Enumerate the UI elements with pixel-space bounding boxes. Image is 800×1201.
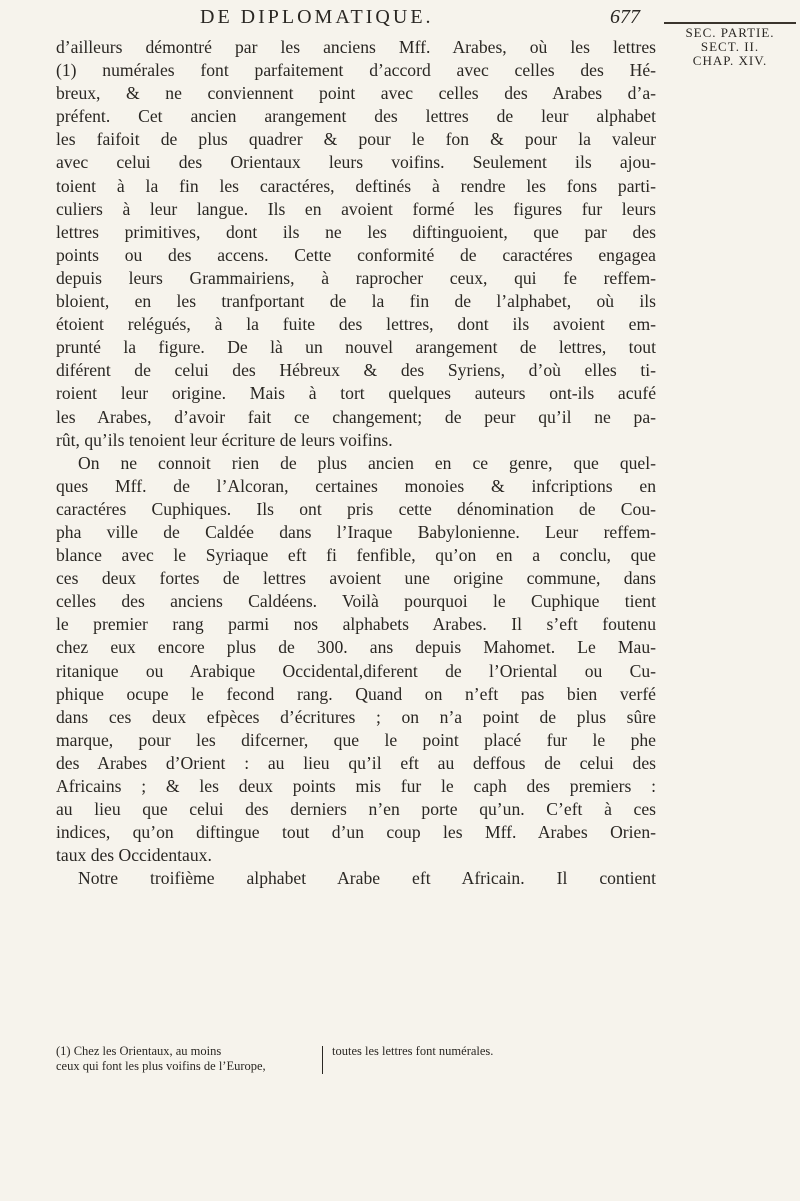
text-line: celles des anciens Caldéens. Voilà pourquoi le Cuphique tient (56, 591, 656, 612)
text-line: ques Mff. de l’Alcoran, certaines monoies & infcriptions en (56, 475, 656, 496)
text-line: préfent. Cet ancien arangement des lettres de leur alphabet (56, 106, 656, 127)
body-text (56, 36, 656, 890)
text-line: prunté la figure. De là un nouvel arangement de lettres, tout (56, 337, 656, 358)
margin-note (664, 18, 796, 68)
text-line: étoient relégués, à la fuite des lettres, dont ils avoient em- (56, 314, 656, 335)
footnote-line: ceux qui font les plus voifins de l’Europe, (56, 1059, 266, 1073)
text-line: pha ville de Caldée dans l’Iraque Babylonienne. Leur reffem- (56, 521, 656, 542)
text-line: dans ces deux efpèces d’écritures ; on n’a point de plus sûre (56, 706, 656, 727)
text-line: indices, qu’on diftingue tout d’un coup les Mff. Arabes Orien- (56, 822, 656, 843)
text-line: On ne connoit rien de plus ancien en ce genre, que quel- (78, 452, 656, 473)
text-line: avec celui des Orientaux leurs voifins. Seulement ils ajou- (56, 152, 656, 173)
text-line: des Arabes d’Orient : au lieu qu’il eft au deffous de celui des (56, 752, 656, 773)
footnote-left-column (56, 1044, 318, 1074)
text-line: blance avec le Syriaque eft fi fenfible, qu’on en a conclu, que (56, 545, 656, 566)
text-line: breux, & ne conviennent point avec celles des Arabes d’a- (56, 83, 656, 104)
text-line: les faifoit de plus quadrer & pour le fon & pour la valeur (56, 129, 656, 150)
text-line: toient à la fin les caractéres, deftinés à rendre les fons parti- (56, 175, 656, 196)
text-line: le premier rang parmi nos alphabets Arabes. Il s’eft foutenu (56, 614, 656, 635)
text-line: d’ailleurs démontré par les anciens Mff. Arabes, où les lettres (56, 37, 656, 57)
text-line: Africains ; & les deux points mis fur le caph des premiers : (56, 776, 656, 796)
footnote-line: (1) Chez les Orientaux, au moins (56, 1044, 222, 1058)
running-head (100, 6, 680, 38)
text-line: au lieu que celui des derniers n’en porte qu’un. C’eft à ces (56, 799, 656, 820)
text-line: points ou des accens. Cette conformité de caractéres engagea (56, 244, 656, 265)
footnote-line: toutes les lettres font numérales. (332, 1044, 494, 1058)
text-line: rût, qu’ils tenoient leur écriture de leurs voifins. (56, 429, 393, 450)
text-line: ritanique ou Arabique Occidental,diferent de l’Oriental ou Cu- (56, 660, 656, 681)
text-line: Notre troifième alphabet Arabe eft Africain. Il contient (78, 868, 656, 889)
text-line: taux des Occidentaux. (56, 845, 212, 866)
text-line: phique ocupe le fecond rang. Quand on n’eft pas bien verfé (56, 683, 656, 704)
text-line: depuis leurs Grammairiens, à raprocher ceux, qui fe reffem- (56, 267, 656, 288)
text-line: roient leur origine. Mais à tort quelques auteurs ont-ils acufé (56, 383, 656, 404)
running-title: DE DIPLOMATIQUE. (200, 6, 434, 28)
text-line: (1) numérales font parfaitement d’accord avec celles des Hé- (56, 60, 656, 81)
footnote-column-rule (322, 1046, 323, 1074)
margin-rule (664, 22, 796, 24)
text-line: marque, pour les difcerner, que le point placé fur le phe (56, 729, 656, 750)
footnote-right-column (332, 1044, 652, 1059)
text-line: les Arabes, d’avoir fait ce changement; de peur qu’il ne pa- (56, 406, 656, 427)
text-line: chez eux encore plus de 300. ans depuis Mahomet. Le Mau- (56, 637, 656, 658)
text-line: diférent de celui des Hébreux & des Syriens, d’où elles ti- (56, 360, 656, 381)
text-line: caractéres Cuphiques. Ils ont pris cette dénomination de Cou- (56, 498, 656, 519)
text-line: ces deux fortes de lettres avoient une origine commune, dans (56, 568, 656, 589)
margin-note-section: SECT. II. (700, 39, 760, 54)
margin-note-part: SEC. PARTIE. (685, 25, 775, 40)
text-line: lettres primitives, dont ils ne les diftinguoient, que par des (56, 221, 656, 242)
page-number: 677 (610, 6, 640, 28)
text-line: culiers à leur langue. Ils en avoient formé les figures fur leurs (56, 198, 656, 219)
text-line: bloient, en les tranfportant de la fin de l’alphabet, où ils (56, 291, 656, 312)
margin-note-chapter: CHAP. XIV. (692, 53, 768, 68)
